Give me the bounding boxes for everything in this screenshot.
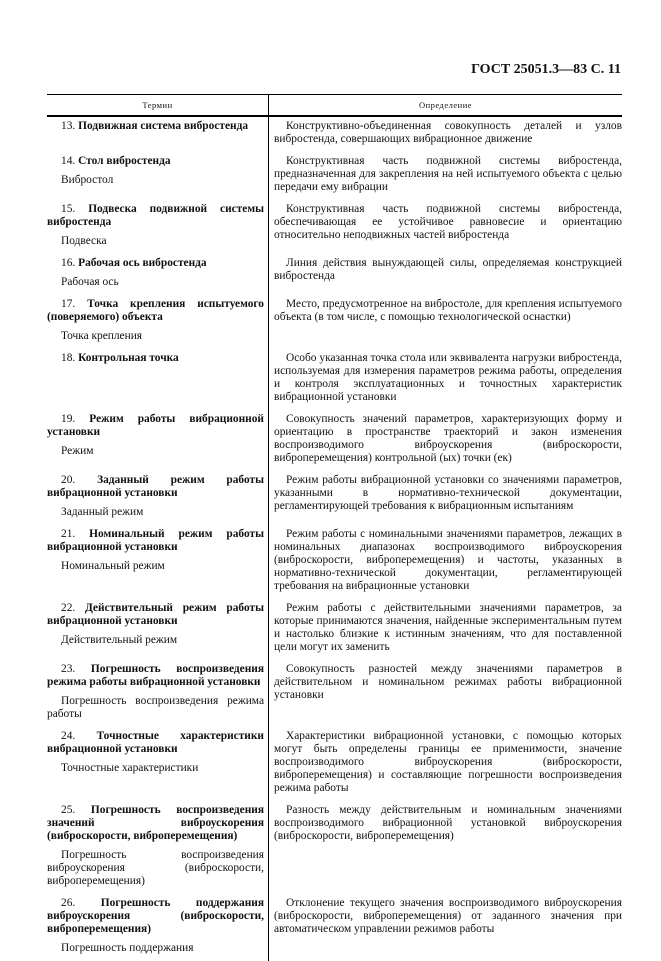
term-synonym: Режим	[61, 445, 94, 457]
term-cell	[47, 349, 269, 410]
term-synonym: Погрешность воспроизведения режима работы	[47, 695, 264, 720]
page-header: ГОСТ 25051.3—83 С. 11	[471, 62, 621, 77]
table-row	[47, 660, 622, 727]
term-name: Режим работы вибрационной установки	[47, 413, 264, 438]
definition-cell: Совокупность значений параметров, характеризующих форму и ориентацию в пространстве траекторий и закон изменения воспроизводимого виброускорения (виброскорости, виброперемещения) контрольной (ых) точки (ек)	[274, 413, 622, 464]
term-name: Погрешность воспроизведения режима работы вибрационной установки	[47, 663, 264, 688]
definition-cell: Режим работы с действительными значениями параметров, за которые принимаются значения, найденные экспериментальным путем и настолько близкие к истинным значениям, что для поставленной цели могут их заменить	[274, 602, 622, 653]
term-cell	[47, 410, 269, 471]
table-row	[47, 801, 622, 894]
definition-cell: Линия действия вынуждающей силы, определяемая конструкцией вибростенда	[274, 257, 622, 282]
term-name: Точностные характеристики вибрационной установки	[47, 730, 264, 755]
term-number: 13.	[61, 120, 76, 132]
table-row	[47, 599, 622, 660]
term-number: 22.	[61, 602, 76, 614]
definition-cell: Характеристики вибрационной установки, с помощью которых могут быть определены границы ее применимости, значение воспроизводимого виброускорения (виброскорости, виброперемещения) и составляющие погрешности воспроизведения режима работы	[274, 730, 622, 794]
term-name: Погрешность воспроизведения значений виброускорения (виброскорости, виброперемещения)	[47, 804, 264, 842]
table-row	[47, 254, 622, 295]
definition-cell: Конструктивная часть подвижной системы вибростенда, обеспечивающая ее устойчивое равновесие и ориентацию относительно неподвижных частей вибростенда	[274, 203, 622, 241]
term-number: 17.	[61, 298, 76, 310]
term-cell	[47, 471, 269, 525]
definition-cell: Конструктивная часть подвижной системы вибростенда, предназначенная для закрепления на ней испытуемого объекта с целью передачи ему вибрации	[274, 155, 622, 193]
term-cell	[47, 660, 269, 727]
term-synonym: Рабочая ось	[61, 276, 119, 288]
terms-table	[47, 94, 622, 961]
term-synonym: Номинальный режим	[61, 560, 165, 572]
table-row	[47, 200, 622, 254]
term-cell	[47, 152, 269, 200]
term-synonym: Погрешность поддержания	[61, 942, 194, 954]
term-cell	[47, 599, 269, 660]
term-cell	[47, 117, 269, 152]
term-number: 25.	[61, 804, 76, 816]
term-synonym: Подвеска	[61, 235, 107, 247]
definition-cell: Конструктивно-объединенная совокупность деталей и узлов вибростенда, совершающих вибрационное движение	[274, 120, 622, 145]
column-header-term: Термин	[47, 95, 269, 115]
term-number: 14.	[61, 155, 76, 167]
term-synonym: Заданный режим	[61, 506, 144, 518]
term-synonym: Действительный режим	[61, 634, 178, 646]
table-row	[47, 525, 622, 599]
term-cell	[47, 727, 269, 801]
term-synonym: Погрешность воспроизведения виброускорения (виброскорости, виброперемещения)	[47, 849, 264, 887]
term-number: 20.	[61, 474, 76, 486]
table-row	[47, 117, 622, 152]
term-synonym: Точностные характеристики	[61, 762, 199, 774]
definition-cell: Особо указанная точка стола или эквивалента нагрузки вибростенда, используемая для измерения параметров режима работы, определения и контроля эксплуатационных и точностных характеристик вибрационной установки	[274, 352, 622, 403]
term-name: Подвеска подвижной системы вибростенда	[47, 203, 264, 228]
definition-cell: Место, предусмотренное на вибростоле, для крепления испытуемого объекта (в том числе, с помощью технологической оснастки)	[274, 298, 622, 323]
definition-cell: Режим работы с номинальными значениями параметров, лежащих в номинальных диапазонах воспроизводимого виброускорения (виброскорости, виброперемещения) и частоты, указанных в нормативно-технической документации, регламентирующей требования на вибрационные установки	[274, 528, 622, 592]
term-cell	[47, 200, 269, 254]
definition-cell: Совокупность разностей между значениями параметров в действительном и номинальном режимах работы вибрационной установки	[274, 663, 622, 701]
term-number: 21.	[61, 528, 76, 540]
term-name: Номинальный режим работы вибрационной установки	[47, 528, 264, 553]
table-row	[47, 152, 622, 200]
term-name: Погрешность поддержания виброускорения (виброскорости, виброперемещения)	[47, 897, 264, 935]
table-body	[47, 117, 622, 961]
term-cell	[47, 254, 269, 295]
term-cell	[47, 295, 269, 349]
term-name: Контрольная точка	[78, 352, 179, 364]
term-cell	[47, 801, 269, 894]
term-name: Стол вибростенда	[78, 155, 171, 167]
table-row	[47, 894, 622, 961]
term-name: Заданный режим работы вибрационной установки	[47, 474, 264, 499]
term-number: 19.	[61, 413, 76, 425]
term-synonym: Вибростол	[61, 174, 114, 186]
term-number: 23.	[61, 663, 76, 675]
term-number: 26.	[61, 897, 76, 909]
term-cell	[47, 894, 269, 961]
term-name: Подвижная система вибростенда	[78, 120, 249, 132]
table-header	[47, 95, 622, 117]
term-number: 18.	[61, 352, 76, 364]
term-number: 16.	[61, 257, 76, 269]
term-name: Действительный режим работы вибрационной установки	[47, 602, 264, 627]
term-name: Точка крепления испытуемого (поверяемого) объекта	[47, 298, 264, 323]
table-row	[47, 727, 622, 801]
definition-cell: Режим работы вибрационной установки со значениями параметров, указанными в нормативно-технической документации, регламентирующей требования к вибрационным испытаниям	[274, 474, 622, 512]
table-row	[47, 349, 622, 410]
term-synonym: Точка крепления	[61, 330, 143, 342]
term-number: 24.	[61, 730, 76, 742]
table-row	[47, 471, 622, 525]
definition-cell: Отклонение текущего значения воспроизводимого виброускорения (виброскорости, виброперемещения) от заданного значения при автоматическом управлении режимов работы	[274, 897, 622, 935]
term-cell	[47, 525, 269, 599]
term-name: Рабочая ось вибростенда	[78, 257, 207, 269]
table-row	[47, 410, 622, 471]
definition-cell: Разность между действительным и номинальным значениями воспроизводимого вибрационной установкой виброускорения (виброскорости, виброперемещения)	[274, 804, 622, 842]
column-header-definition: Определение	[418, 100, 473, 110]
table-row	[47, 295, 622, 349]
term-number: 15.	[61, 203, 76, 215]
